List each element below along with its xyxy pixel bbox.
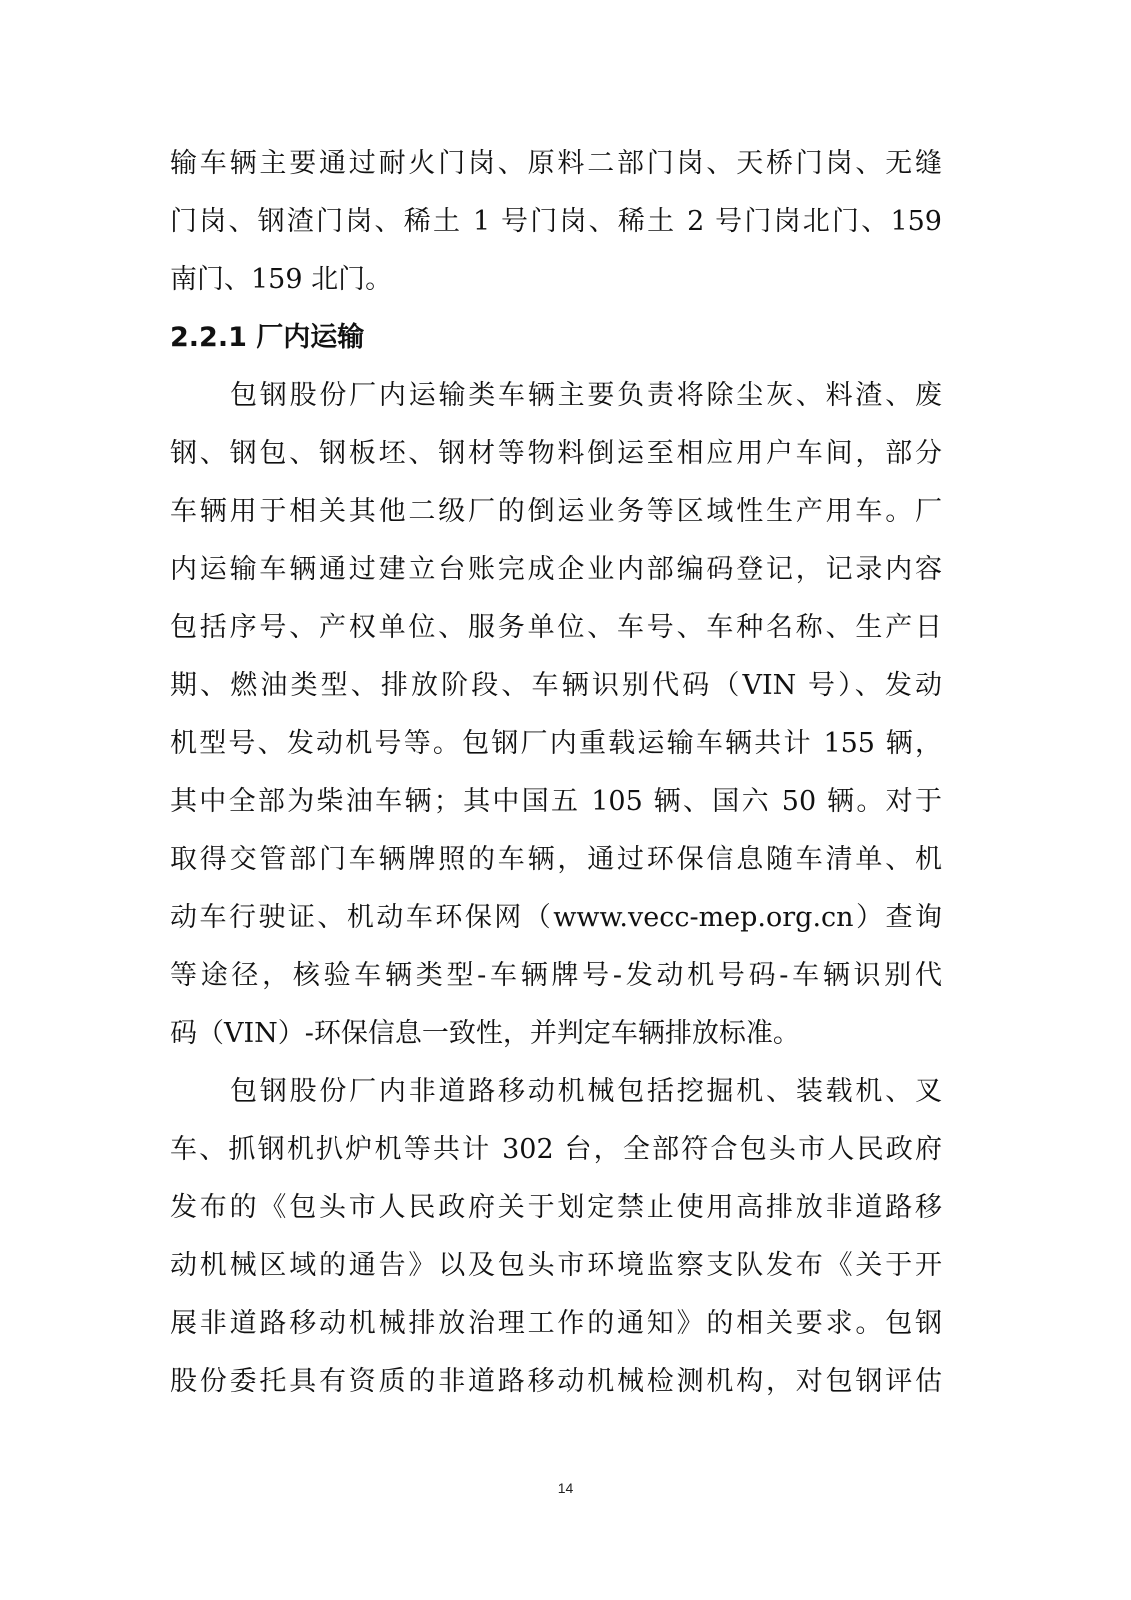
text-line: 内运输车辆通过建立台账完成企业内部编码登记，记录内容 <box>170 554 942 585</box>
page-number: 14 <box>557 1480 574 1496</box>
text-line: 期、燃油类型、排放阶段、车辆识别代码（VIN 号）、发动 <box>170 670 942 701</box>
text-line: 南门、159 北门。 <box>170 264 393 295</box>
text-line: 展非道路移动机械排放治理工作的通知》的相关要求。包钢 <box>170 1308 942 1339</box>
text-line: 包钢股份厂内非道路移动机械包括挖掘机、装载机、叉 <box>230 1076 942 1107</box>
text-line: 等途径，核验车辆类型-车辆牌号-发动机号码-车辆识别代 <box>170 960 942 991</box>
text-line: 车辆用于相关其他二级厂的倒运业务等区域性生产用车。厂 <box>170 496 942 527</box>
text-line: 码（VIN）-环保信息一致性，并判定车辆排放标准。 <box>170 1018 800 1049</box>
text-line: 门岗、钢渣门岗、稀土 1 号门岗、稀土 2 号门岗北门、159 <box>170 206 942 237</box>
text-line: 动机械区域的通告》以及包头市环境监察支队发布《关于开 <box>170 1250 942 1281</box>
text-line: 其中全部为柴油车辆；其中国五 105 辆、国六 50 辆。对于 <box>170 786 942 817</box>
text-line: 车、抓钢机扒炉机等共计 302 台，全部符合包头市人民政府 <box>170 1134 942 1165</box>
text-line: 钢、钢包、钢板坯、钢材等物料倒运至相应用户车间，部分 <box>170 438 942 469</box>
text-line: 发布的《包头市人民政府关于划定禁止使用高排放非道路移 <box>170 1192 942 1223</box>
section-heading: 2.2.1 厂内运输 <box>170 322 365 353</box>
text-line: 包钢股份厂内运输类车辆主要负责将除尘灰、料渣、废 <box>230 380 942 411</box>
text-line: 股份委托具有资质的非道路移动机械检测机构，对包钢评估 <box>170 1366 942 1397</box>
text-line: 输车辆主要通过耐火门岗、原料二部门岗、天桥门岗、无缝 <box>170 148 942 179</box>
text-line: 取得交管部门车辆牌照的车辆，通过环保信息随车清单、机 <box>170 844 942 875</box>
text-line: 动车行驶证、机动车环保网（www.vecc-mep.org.cn）查询 <box>170 902 942 933</box>
text-line: 包括序号、产权单位、服务单位、车号、车种名称、生产日 <box>170 612 942 643</box>
text-line: 机型号、发动机号等。包钢厂内重载运输车辆共计 155 辆， <box>170 728 942 759</box>
